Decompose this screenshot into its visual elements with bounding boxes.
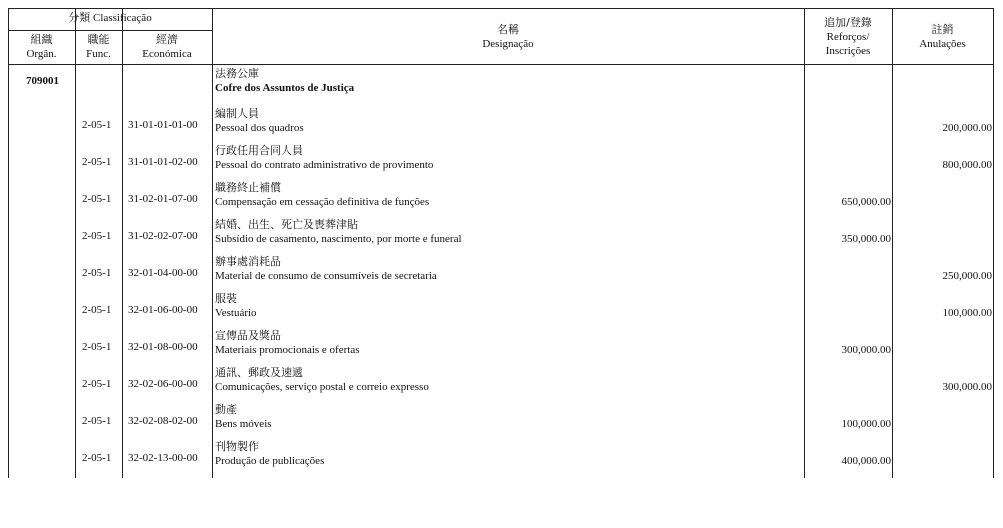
- econ-code: 32-01-08-00-00: [128, 341, 198, 353]
- designation-pt: Vestuário: [215, 307, 257, 319]
- func-header: 職能 Func.: [86, 33, 111, 60]
- func-code: 2-05-1: [82, 304, 112, 316]
- func-code: 2-05-1: [82, 452, 112, 464]
- header-bottom-border: [8, 64, 993, 65]
- organ-header: 組織 Orgân.: [26, 33, 57, 60]
- func-code: 2-05-1: [82, 341, 112, 353]
- row-designation: [215, 181, 429, 209]
- designation-zh: 職務終止補償: [215, 181, 281, 194]
- org-designation: 法務公庫 Cofre dos Assuntos de Justiça: [215, 67, 355, 94]
- cancellation-amount: 100,000.00: [942, 307, 992, 319]
- econ-code: 32-01-06-00-00: [128, 304, 198, 316]
- cancellations-header: 註銷 Anulações: [919, 23, 966, 50]
- row-designation: [215, 255, 437, 283]
- designation-pt: Pessoal do contrato administrativo de provimento: [215, 159, 434, 171]
- designation-zh: 宣傳品及獎品: [215, 329, 281, 342]
- designation-zh: 編制人員: [215, 107, 259, 120]
- row-designation: [215, 218, 462, 246]
- table-top-border: [8, 8, 993, 9]
- econ-header: 經濟 Económica: [142, 33, 192, 60]
- designation-zh: 結婚、出生、死亡及喪葬津貼: [215, 218, 358, 231]
- designation-header: 名稱 Designação: [482, 23, 534, 50]
- designation-zh: 刊物製作: [215, 440, 259, 453]
- designation-pt: Subsídio de casamento, nascimento, por morte e funeral: [215, 233, 462, 245]
- column-divider: [892, 8, 893, 478]
- designation-pt: Comunicações, serviço postal e correio expresso: [215, 381, 429, 393]
- column-divider: [804, 8, 805, 478]
- column-divider: [122, 8, 123, 478]
- reinforcement-amount: 650,000.00: [841, 196, 891, 208]
- row-designation: [215, 107, 304, 135]
- func-code: 2-05-1: [82, 415, 112, 427]
- designation-pt: Compensação em cessação definitiva de funções: [215, 196, 430, 208]
- row-designation: [215, 440, 324, 468]
- designation-pt: Materiais promocionais e ofertas: [215, 344, 360, 356]
- func-code: 2-05-1: [82, 119, 112, 131]
- econ-code: 31-01-01-01-00: [128, 119, 198, 131]
- func-code: 2-05-1: [82, 230, 112, 242]
- econ-code: 32-02-08-02-00: [128, 415, 198, 427]
- func-code: 2-05-1: [82, 193, 112, 205]
- func-code: 2-05-1: [82, 267, 112, 279]
- designation-zh: 動產: [215, 403, 237, 416]
- designation-zh: 行政任用合同人員: [215, 144, 303, 157]
- row-designation: [215, 144, 433, 172]
- cancellation-amount: 200,000.00: [942, 122, 992, 134]
- column-divider: [75, 8, 76, 478]
- column-divider: [8, 8, 9, 478]
- designation-pt: Material de consumo de consumíveis de secretaria: [215, 270, 437, 282]
- designation-zh: 通訊、郵政及速遞: [215, 366, 303, 379]
- econ-code: 32-02-06-00-00: [128, 378, 198, 390]
- column-divider: [993, 8, 994, 478]
- cancellation-amount: 800,000.00: [942, 159, 992, 171]
- budget-table: [8, 8, 993, 478]
- designation-zh: 服裝: [215, 292, 237, 305]
- econ-code: 31-02-02-07-00: [128, 230, 198, 242]
- designation-pt: Pessoal dos quadros: [215, 122, 304, 134]
- row-designation: [215, 329, 359, 357]
- designation-pt: Produção de publicações: [215, 455, 325, 467]
- reinforcement-amount: 300,000.00: [841, 344, 891, 356]
- econ-code: 31-02-01-07-00: [128, 193, 198, 205]
- classification-header: 分類 Classificação: [68, 12, 152, 24]
- classification-divider: [8, 30, 212, 31]
- column-divider: [212, 8, 213, 478]
- reinforcement-amount: 100,000.00: [841, 418, 891, 430]
- econ-code: 32-01-04-00-00: [128, 267, 198, 279]
- row-designation: [215, 292, 257, 320]
- org-code: 709001: [26, 75, 59, 87]
- econ-code: 32-02-13-00-00: [128, 452, 198, 464]
- cancellation-amount: 250,000.00: [942, 270, 992, 282]
- row-designation: [215, 403, 272, 431]
- cancellation-amount: 300,000.00: [942, 381, 992, 393]
- econ-code: 31-01-01-02-00: [128, 156, 198, 168]
- reinforcements-header: 追加/登錄 Reforços/ Inscrições: [824, 16, 872, 57]
- reinforcement-amount: 400,000.00: [841, 455, 891, 467]
- row-designation: [215, 366, 429, 394]
- designation-pt: Bens móveis: [215, 418, 272, 430]
- designation-zh: 辦事處消耗品: [215, 255, 281, 268]
- func-code: 2-05-1: [82, 156, 112, 168]
- func-code: 2-05-1: [82, 378, 112, 390]
- reinforcement-amount: 350,000.00: [841, 233, 891, 245]
